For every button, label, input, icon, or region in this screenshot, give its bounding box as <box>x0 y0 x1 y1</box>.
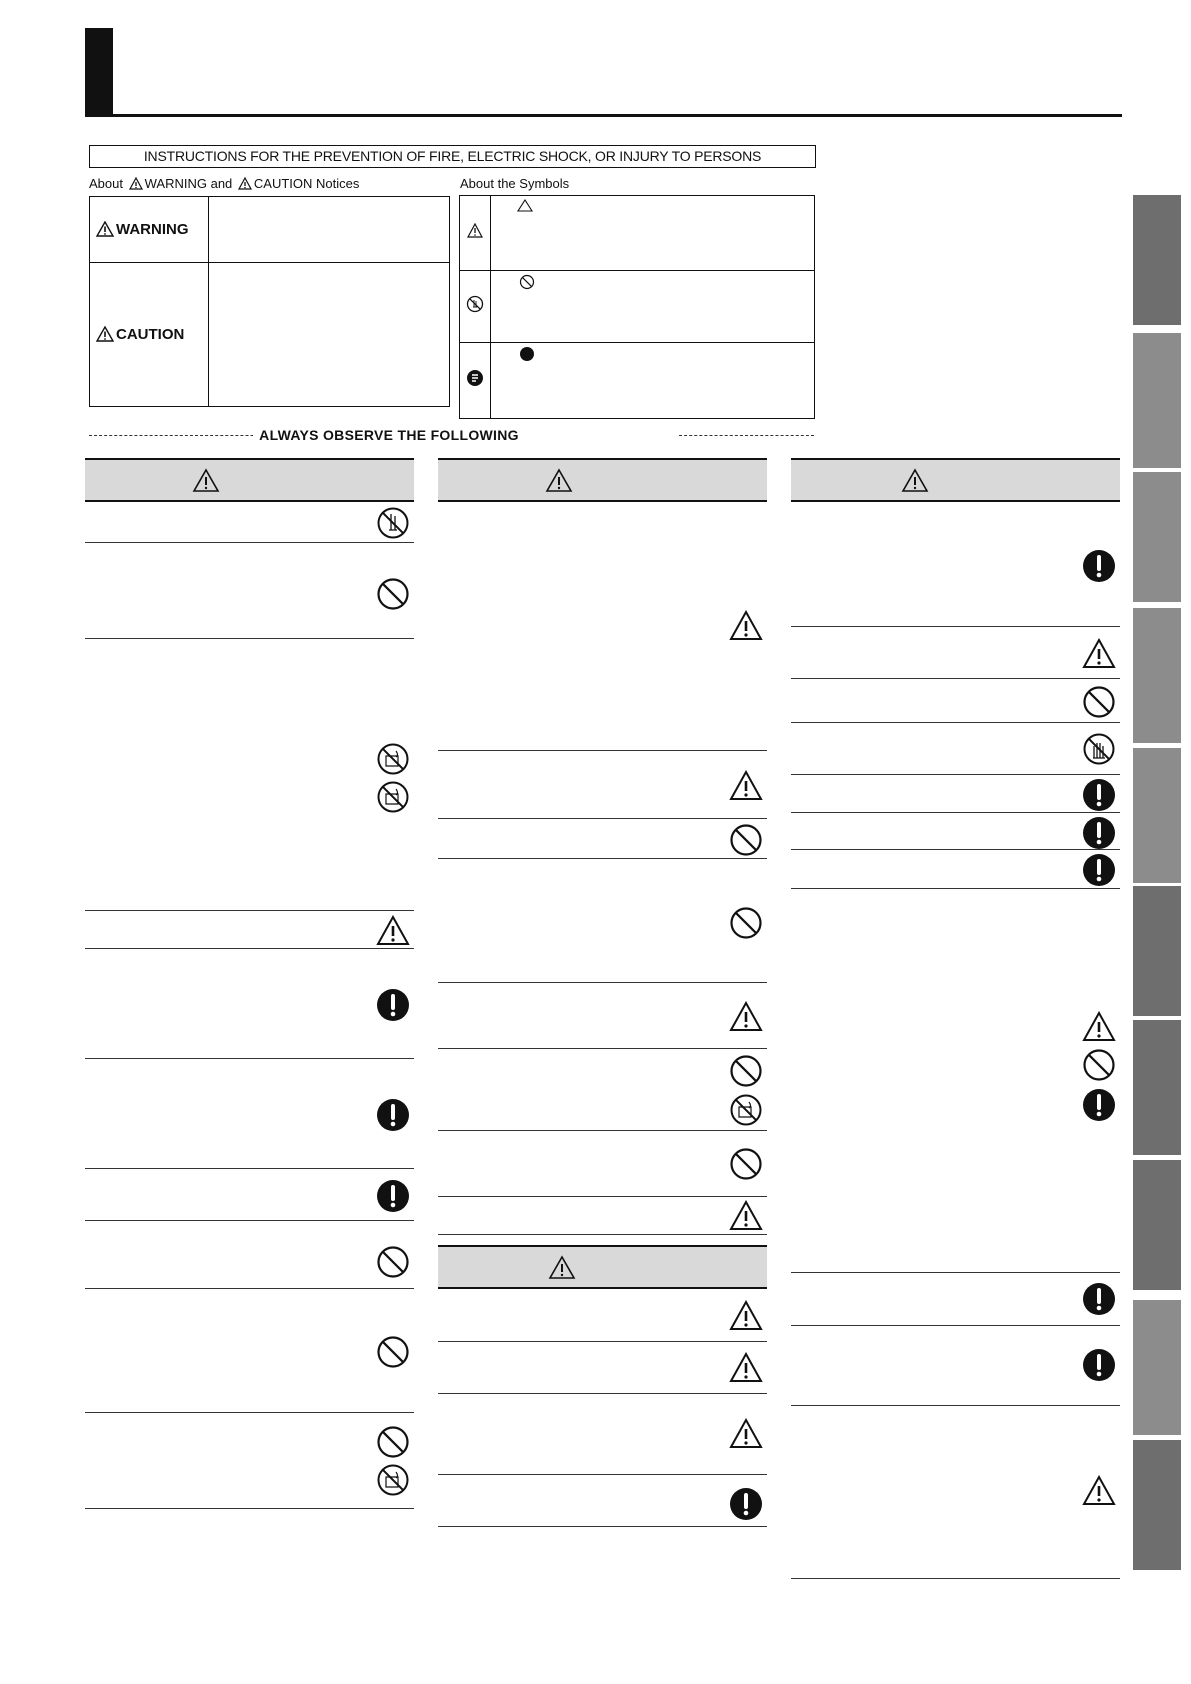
instructions-banner: INSTRUCTIONS FOR THE PREVENTION OF FIRE, ELECTRIC SHOCK, OR INJURY TO PERSONS <box>89 145 816 168</box>
no-wet-hands-icon <box>1082 732 1116 766</box>
side-tab-8[interactable] <box>1133 1160 1181 1290</box>
warning-triangle-icon <box>729 610 763 644</box>
item-separator <box>438 1234 767 1235</box>
caution-description-cell <box>209 263 450 407</box>
prohibited-icon <box>519 274 535 290</box>
mandatory-exclamation-icon <box>376 1098 410 1132</box>
mandatory-exclamation-icon <box>1082 816 1116 850</box>
item-separator <box>438 750 767 751</box>
symbols-caption: About the Symbols <box>460 176 570 191</box>
item-separator <box>791 678 1120 679</box>
mandatory-exclamation-icon <box>1082 778 1116 812</box>
no-water-icon <box>376 742 410 776</box>
column-1-header <box>85 458 414 502</box>
mandatory-exclamation-icon <box>1082 1088 1116 1122</box>
caption-and: and <box>210 176 233 191</box>
item-separator <box>85 1288 414 1289</box>
prohibited-icon <box>1082 685 1116 719</box>
caution-label: CAUTION <box>116 326 185 343</box>
warning-triangle-icon <box>545 468 573 493</box>
item-separator <box>791 812 1120 813</box>
always-observe-text: ALWAYS OBSERVE THE FOLLOWING <box>253 427 525 443</box>
mandatory-exclamation-icon <box>729 1487 763 1521</box>
warning-triangle-icon <box>729 1001 763 1035</box>
side-tab-10[interactable] <box>1133 1440 1181 1570</box>
warning-triangle-icon <box>238 177 252 190</box>
prohibited-icon <box>376 577 410 611</box>
prohibited-icon <box>1082 1048 1116 1082</box>
item-separator <box>438 818 767 819</box>
item-separator <box>438 1526 767 1527</box>
item-separator <box>438 858 767 859</box>
column-3-header <box>791 458 1120 502</box>
symbol-desc-triangle <box>491 196 815 271</box>
mandatory-exclamation-icon <box>1082 1348 1116 1382</box>
no-water-icon <box>376 1463 410 1497</box>
warning-triangle-icon <box>96 221 114 237</box>
side-tab-5[interactable] <box>1133 748 1181 883</box>
always-observe-heading <box>0 426 814 444</box>
warning-triangle-icon <box>517 199 533 212</box>
warning-label: WARNING <box>116 221 189 238</box>
item-separator <box>85 1508 414 1509</box>
notice-table <box>89 196 450 407</box>
symbol-cell-mandatory <box>460 343 491 419</box>
column-2-header <box>438 458 767 502</box>
side-tab-7[interactable] <box>1133 1020 1181 1155</box>
unplug-icon <box>466 369 484 387</box>
item-separator <box>791 888 1120 889</box>
warning-triangle-icon <box>901 468 929 493</box>
item-separator <box>85 948 414 949</box>
item-separator <box>85 910 414 911</box>
warning-triangle-icon <box>548 1255 576 1280</box>
caption-about: About <box>89 176 123 191</box>
item-separator <box>438 982 767 983</box>
warning-triangle-icon <box>1082 1475 1116 1509</box>
item-separator <box>791 1578 1120 1579</box>
item-separator <box>791 626 1120 627</box>
prohibited-icon <box>376 1245 410 1279</box>
caption-notices: Notices <box>316 176 360 191</box>
mandatory-exclamation-icon <box>1082 1282 1116 1316</box>
warning-triangle-icon <box>729 1300 763 1334</box>
item-separator <box>85 1058 414 1059</box>
side-tab-6[interactable] <box>1133 886 1181 1016</box>
warning-triangle-icon <box>729 1418 763 1452</box>
side-tab-9[interactable] <box>1133 1300 1181 1435</box>
symbol-desc-mandatory <box>491 343 815 419</box>
caption-warning: WARNING <box>144 176 207 191</box>
header-rule <box>85 114 1122 117</box>
side-tab-3[interactable] <box>1133 472 1181 602</box>
prohibited-icon <box>729 1054 763 1088</box>
prohibited-icon <box>376 1335 410 1369</box>
item-separator <box>85 638 414 639</box>
column-2-caution-header <box>438 1245 767 1289</box>
always-observe-divider <box>89 426 814 444</box>
item-separator <box>791 1325 1120 1326</box>
item-separator <box>791 1272 1120 1273</box>
item-separator <box>791 722 1120 723</box>
no-water-icon <box>376 780 410 814</box>
no-water-icon <box>729 1093 763 1127</box>
mandatory-exclamation-icon <box>376 988 410 1022</box>
item-separator <box>438 1474 767 1475</box>
warning-triangle-icon <box>729 1200 763 1234</box>
warning-triangle-icon <box>1082 638 1116 672</box>
mandatory-dot-icon <box>519 346 535 362</box>
item-separator <box>85 542 414 543</box>
caption-caution: CAUTION <box>253 176 313 191</box>
side-tab-1[interactable] <box>1133 195 1181 325</box>
item-separator <box>791 849 1120 850</box>
warning-triangle-icon <box>96 326 114 342</box>
item-separator <box>438 1341 767 1342</box>
notices-caption <box>89 176 359 191</box>
mandatory-exclamation-icon <box>1082 853 1116 887</box>
item-separator <box>85 1412 414 1413</box>
side-tab-4[interactable] <box>1133 608 1181 743</box>
mandatory-exclamation-icon <box>376 1179 410 1213</box>
warning-label-cell <box>90 197 209 263</box>
warning-triangle-icon <box>467 223 483 238</box>
caution-label-cell <box>90 263 209 407</box>
item-separator <box>438 1130 767 1131</box>
symbol-cell-triangle <box>460 196 491 271</box>
warning-triangle-icon <box>192 468 220 493</box>
no-disassemble-icon <box>466 295 484 313</box>
warning-triangle-icon <box>729 770 763 804</box>
symbol-cell-prohibited <box>460 271 491 343</box>
prohibited-icon <box>376 1425 410 1459</box>
item-separator <box>791 774 1120 775</box>
header-black-bar <box>85 28 113 116</box>
prohibited-icon <box>729 1147 763 1181</box>
mandatory-exclamation-icon <box>1082 549 1116 583</box>
item-separator <box>438 1048 767 1049</box>
item-separator <box>85 1168 414 1169</box>
warning-triangle-icon <box>376 915 410 949</box>
symbols-table <box>459 195 815 419</box>
item-separator <box>791 1405 1120 1406</box>
warning-triangle-icon <box>729 1352 763 1386</box>
warning-triangle-icon <box>129 177 143 190</box>
item-separator <box>438 1196 767 1197</box>
warning-description-cell <box>209 197 450 263</box>
prohibited-icon <box>729 906 763 940</box>
no-disassemble-icon <box>376 506 410 540</box>
symbol-desc-prohibited <box>491 271 815 343</box>
item-separator <box>438 1393 767 1394</box>
prohibited-icon <box>729 823 763 857</box>
item-separator <box>85 1220 414 1221</box>
side-tab-2[interactable] <box>1133 333 1181 468</box>
warning-triangle-icon <box>1082 1011 1116 1045</box>
